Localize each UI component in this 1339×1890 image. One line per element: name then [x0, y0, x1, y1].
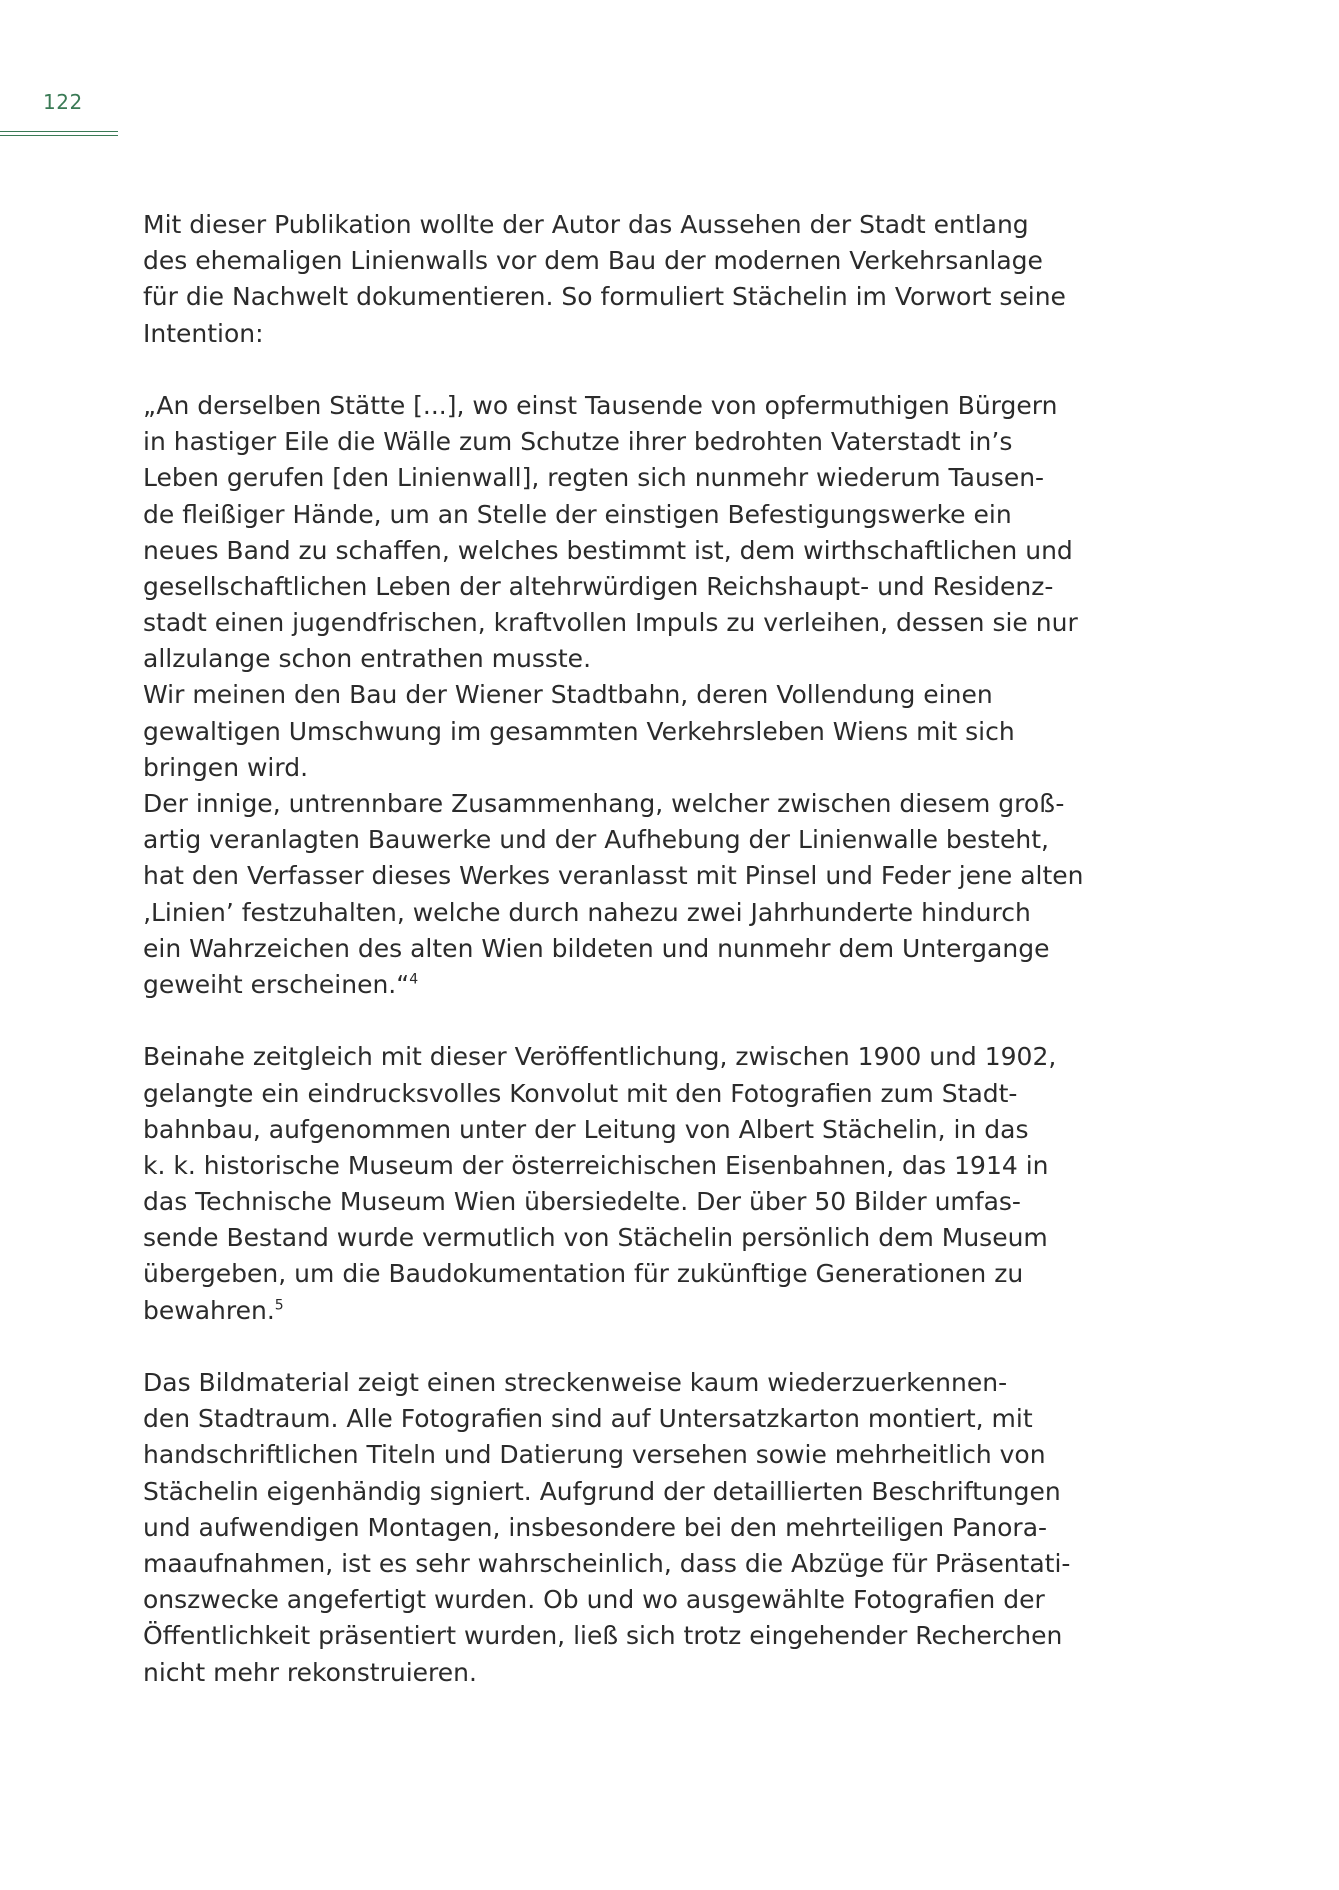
text-line: Leben gerufen [den Linienwall], regten sich nunmehr wiederum Tausen-: [143, 463, 1045, 493]
text-line: gesellschaftlichen Leben der altehrwürdigen Reichshaupt- und Residenz-: [143, 571, 1054, 601]
text-line: des ehemaligen Linienwalls vor dem Bau der modernen Verkehrsanlage: [143, 246, 1043, 276]
text-line: Stächelin eigenhändig signiert. Aufgrund der detaillierten Beschriftungen: [143, 1476, 1061, 1506]
text-line: gewaltigen Umschwung im gesammten Verkehrsleben Wiens mit sich: [143, 716, 1015, 746]
text-line: maaufnahmen, ist es sehr wahrscheinlich, dass die Abzüge für Präsentati-: [143, 1548, 1071, 1578]
text-line: ‚Linien’ festzuhalten, welche durch nahezu zwei Jahrhunderte hindurch: [143, 897, 1031, 927]
page-number: 122: [43, 90, 83, 114]
text-line: Das Bildmaterial zeigt einen streckenweise kaum wiederzuerkennen-: [143, 1368, 1008, 1397]
footnote-marker: 4: [409, 971, 419, 988]
block-quote: [143, 388, 1084, 1003]
text-line: bahnbau, aufgenommen unter der Leitung von Albert Stächelin, in das: [143, 1114, 1029, 1144]
paragraph-collection: [143, 1039, 1057, 1329]
text-line: übergeben, um die Baudokumentation für zukünftige Generationen zu: [143, 1259, 1024, 1289]
text-line: allzulange schon entrathen musste.: [143, 644, 592, 674]
paragraph-gap: [143, 1329, 1043, 1365]
text-line: Intention:: [143, 318, 264, 348]
text-line: artig veranlagten Bauwerke und der Aufhebung der Linienwalle besteht,: [143, 825, 1049, 855]
text-line: nicht mehr rekonstruieren.: [143, 1657, 477, 1687]
header-rule-bottom: [0, 135, 118, 136]
text-line: bringen wird.: [143, 752, 309, 782]
text-line: das Technische Museum Wien übersiedelte. Der über 50 Bilder umfas-: [143, 1187, 1021, 1217]
text-fragment: geweiht erscheinen.“: [143, 969, 410, 999]
footnote-marker: 5: [274, 1297, 284, 1314]
header-rule-top: [0, 131, 118, 132]
body-text: [143, 207, 1084, 1691]
text-line: k. k. historische Museum der österreichischen Eisenbahnen, das 1914 in: [143, 1150, 1049, 1180]
text-line: gelangte ein eindrucksvolles Konvolut mit den Fotografien zum Stadt-: [143, 1078, 1018, 1108]
text-line: Wir meinen den Bau der Wiener Stadtbahn, deren Vollendung einen: [143, 680, 993, 710]
text-line: sende Bestand wurde vermutlich von Stächelin persönlich dem Museum: [143, 1223, 1048, 1253]
text-line: ein Wahrzeichen des alten Wien bildeten und nunmehr dem Untergange: [143, 933, 1050, 963]
text-line: in hastiger Eile die Wälle zum Schutze ihrer bedrohten Vaterstadt in’s: [143, 427, 1013, 457]
text-line: hat den Verfasser dieses Werkes veranlasst mit Pinsel und Feder jene alten: [143, 861, 1084, 891]
text-line: [143, 1293, 1043, 1329]
text-line: den Stadtraum. Alle Fotografien sind auf Untersatzkarton montiert, mit: [143, 1404, 1033, 1434]
paragraph-gap: [143, 352, 1043, 388]
text-line: „An derselben Stätte [...], wo einst Tausende von opfermuthigen Bürgern: [143, 390, 1058, 420]
text-line: Beinahe zeitgleich mit dieser Veröffentlichung, zwischen 1900 und 1902,: [143, 1042, 1057, 1072]
text-line: [143, 967, 1043, 1003]
paragraph-intro: [143, 207, 1066, 352]
text-line: neues Band zu schaffen, welches bestimmt ist, dem wirthschaftlichen und: [143, 535, 1073, 565]
text-line: und aufwendigen Montagen, insbesondere bei den mehrteiligen Panora-: [143, 1512, 1048, 1542]
text-line: onszwecke angefertigt wurden. Ob und wo ausgewählte Fotografien der: [143, 1585, 1045, 1615]
text-line: stadt einen jugendfrischen, kraftvollen Impuls zu verleihen, dessen sie nur: [143, 608, 1078, 638]
text-line: für die Nachwelt dokumentieren. So formuliert Stächelin im Vorwort seine: [143, 282, 1066, 312]
paragraph-gap: [143, 1003, 1043, 1039]
text-line: handschriftlichen Titeln und Datierung versehen sowie mehrheitlich von: [143, 1440, 1046, 1470]
text-line: Öffentlichkeit präsentiert wurden, ließ sich trotz eingehender Recherchen: [143, 1621, 1063, 1651]
text-line: Der innige, untrennbare Zusammenhang, welcher zwischen diesem groß-: [143, 789, 1065, 818]
text-fragment: bewahren.: [143, 1295, 275, 1325]
paragraph-image-material: [143, 1365, 1071, 1691]
text-line: Mit dieser Publikation wollte der Autor das Aussehen der Stadt entlang: [143, 210, 1029, 239]
text-line: de fleißiger Hände, um an Stelle der einstigen Befestigungswerke ein: [143, 499, 1012, 529]
